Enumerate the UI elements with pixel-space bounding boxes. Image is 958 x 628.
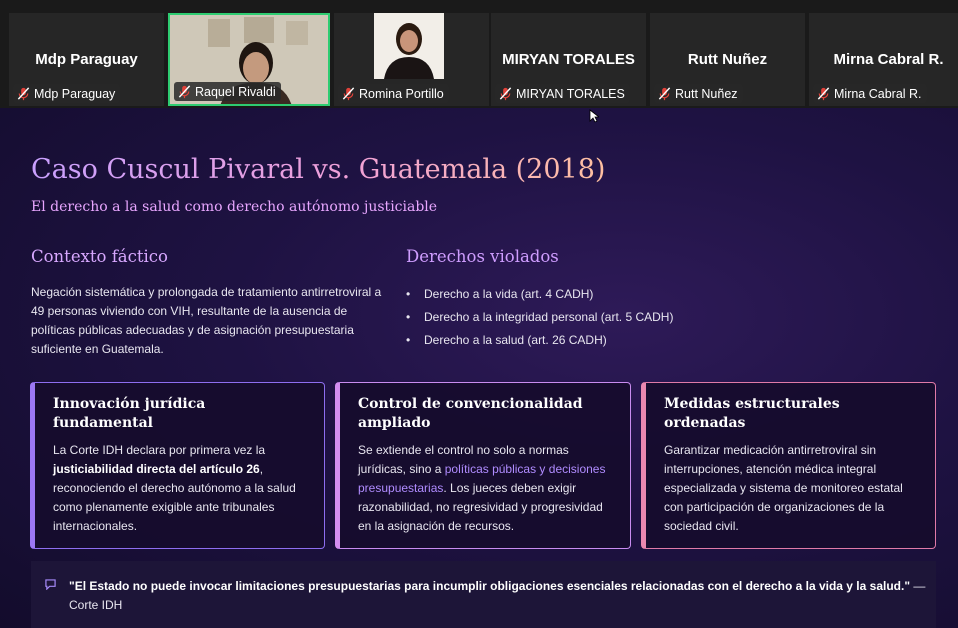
card-medidas <box>641 382 936 549</box>
card-control <box>335 382 631 549</box>
participant-name: MIRYAN TORALES <box>502 51 635 68</box>
participant-tile-miryan-torales[interactable] <box>491 13 646 106</box>
participant-label-text: Romina Portillo <box>359 86 444 101</box>
context-heading: Contexto fáctico <box>31 247 168 266</box>
participants-strip <box>0 0 958 108</box>
participant-label-text: Rutt Nuñez <box>675 86 738 101</box>
card-title: Control de convencionalidad ampliado <box>358 396 583 431</box>
card-text: La Corte IDH declara por primera vez la justiciabilidad directa del artículo 26, reconociendo el derecho autónomo a la salud como plenamente exigible ante tribunales internacionales. <box>53 443 296 533</box>
participant-label-text: Mirna Cabral R. <box>834 86 922 101</box>
shared-slide <box>0 108 958 628</box>
participant-label-text: Mdp Paraguay <box>34 86 116 101</box>
mic-muted-icon <box>816 86 831 101</box>
mic-muted-icon <box>657 86 672 101</box>
quote-icon <box>45 579 56 590</box>
participant-name: Mdp Paraguay <box>35 51 138 68</box>
card-innovacion <box>30 382 325 549</box>
quote-box <box>31 561 936 628</box>
slide-title: Caso Cuscul Pivaral vs. Guatemala (2018) <box>31 154 606 185</box>
participant-label-text: Raquel Rivaldi <box>195 84 276 99</box>
card-title: Innovación jurídica fundamental <box>53 396 206 431</box>
participant-tile-mirna-cabral[interactable] <box>809 13 958 106</box>
participant-name: Rutt Nuñez <box>687 51 768 68</box>
rights-item: • Derecho a la vida (art. 4 CADH) <box>406 283 673 306</box>
participant-label <box>495 84 630 103</box>
rights-item: • Derecho a la salud (art. 26 CADH) <box>406 329 673 352</box>
card-text: Garantizar medicación antirretroviral sin interrupciones, atención médica integral especializada y sistema de monitoreo estatal con participación de organizaciones de la sociedad civil. <box>664 443 903 533</box>
quote-text: "El Estado no puede invocar limitaciones presupuestarias para incumplir obligaciones esenciales relacionadas con el derecho a la vida y la salud." — Corte IDH <box>69 579 926 612</box>
slide-subtitle: El derecho a la salud como derecho autónomo justiciable <box>31 199 438 215</box>
participant-label <box>813 84 927 103</box>
participant-tile-rutt-nunez[interactable] <box>650 13 805 106</box>
participant-name: Mirna Cabral R. <box>833 51 944 68</box>
card-text: Se extiende el control no solo a normas jurídicas, sino a políticas públicas y decisiones presupuestarias. Los jueces deben exigir razonabilidad, no regresividad y progresividad en la asignación de recursos. <box>358 443 606 533</box>
participant-label <box>338 84 449 103</box>
mic-muted-icon <box>16 86 31 101</box>
rights-heading: Derechos violados <box>406 247 559 266</box>
mic-muted-icon <box>341 86 356 101</box>
video-feed-romina <box>374 13 444 79</box>
context-text: Negación sistemática y prolongada de tratamiento antirretroviral a 49 personas viviendo con VIH, resultante de la ausencia de políticas públicas adecuadas y de asignación presupuestaria suficiente en Guatemala. <box>31 285 382 356</box>
participant-tile-mdp-paraguay[interactable] <box>9 13 164 106</box>
rights-list <box>406 283 673 352</box>
mic-muted-icon <box>498 86 513 101</box>
participant-label <box>174 82 281 101</box>
mouse-cursor-icon <box>589 109 599 123</box>
mic-muted-icon <box>177 84 192 99</box>
participant-tile-romina-portillo[interactable] <box>334 13 489 106</box>
card-title: Medidas estructurales ordenadas <box>664 396 840 431</box>
rights-item: • Derecho a la integridad personal (art. 5 CADH) <box>406 306 673 329</box>
participant-label-text: MIRYAN TORALES <box>516 86 625 101</box>
participant-label <box>13 84 120 103</box>
participant-label <box>654 84 743 103</box>
participant-tile-raquel-rivaldi[interactable] <box>168 13 330 106</box>
